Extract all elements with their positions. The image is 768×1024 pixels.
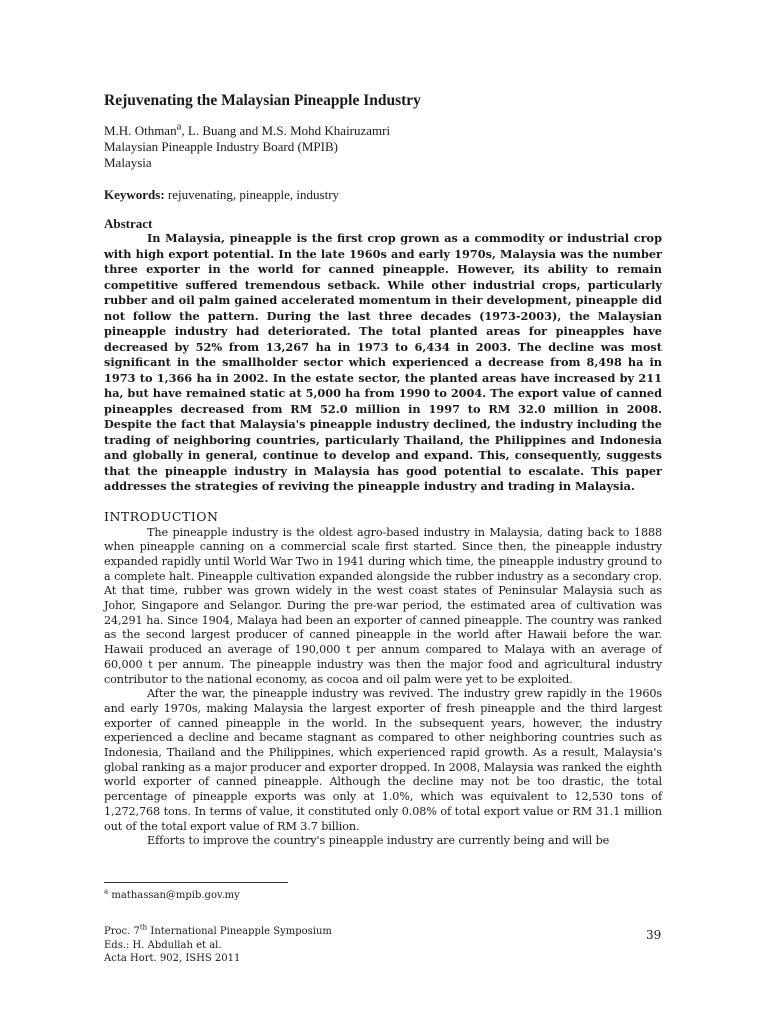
- keywords: [104, 187, 662, 203]
- footnote-email: mathassan@mpib.gov.my: [108, 890, 240, 901]
- country: Malaysia: [104, 155, 152, 170]
- footnote-rule: [104, 882, 288, 883]
- proceedings-line-3: Acta Hort. 902, ISHS 2011: [104, 953, 241, 964]
- footnote-mark: a: [104, 887, 109, 896]
- intro-paragraph-2: After the war, the pineapple industry was revived. The industry grew rapidly in the 1960s and early 1970s, making Malaysia the largest exporter of fresh pineapple and the third largest exporter of canned pineapple in the world. In the subsequent years, however, the industry experienced a decline and became stagnant as compared to other neighboring countries such as Indonesia, Thailand and the Philippines, which experienced rapid growth. As a result, Malaysia's global ranking as a major producer and exporter dropped. In 2008, Malaysia was ranked the eighth world exporter of canned pineapple. Although the decline may not be too drastic, the total percentage of pineapple exports was only at 1.0%, which was equivalent to 12,530 tons of 1,272,768 tons. In terms of value, it constituted only 0.08% of total export value or RM 31.1 million out of the total export value of RM 3.7 billion.: [104, 687, 662, 833]
- intro-paragraph-1: The pineapple industry is the oldest agro-based industry in Malaysia, dating back to 1888 when pineapple canning on a commercial scale first started. Since then, the pineapple industry expanded rapidly until World War Two in 1941 during which time, the pineapple industry ground to a complete halt. Pineapple cultivation expanded alongside the rubber industry as a secondary crop. At that time, rubber was grown widely in the west coast states of Peninsular Malaysia such as Johor, Singapore and Selangor. During the pre-war period, the estimated area of cultivation was 24,291 ha. Since 1904, Malaya had been an exporter of canned pineapple. The country was ranked as the second largest producer of canned pineapple in the world after Hawaii before the war. Hawaii produced an average of 190,000 t per annum compared to Malaya with an average of 60,000 t per annum. The pineapple industry was then the major food and agricultural industry contributor to the national economy, as cocoa and oil palm were yet to be exploited.: [104, 525, 662, 686]
- proceedings-line-2: Eds.: H. Abdullah et al.: [104, 939, 222, 951]
- proceedings-line-1: [104, 925, 332, 939]
- authors: [104, 120, 662, 139]
- proc-prefix: Proc. 7: [104, 926, 140, 937]
- author-first: M.H. Othman: [104, 123, 177, 138]
- keywords-label: Keywords:: [104, 187, 165, 202]
- intro-paragraph-3: Efforts to improve the country's pineapple industry are currently being and will be: [147, 834, 610, 848]
- abstract-text: In Malaysia, pineapple is the first crop grown as a commodity or industrial crop with high export potential. In the late 1960s and early 1970s, Malaysia was the number three exporter in the world for canned pineapple. However, its ability to remain competitive suffered tremendous setback. While other industrial crops, particularly rubber and oil palm gained accelerated momentum in their development, pineapple did not follow the pattern. During the last three decades (1973-2003), the Malaysian pineapple industry had deteriorated. The total planted areas for pineapples have decreased by 52% from 13,267 ha in 1973 to 6,434 in 2003. The decline was most significant in the smallholder sector which experienced a decrease from 8,498 ha in 1973 to 1,366 ha in 2002. In the estate sector, the planted areas have increased by 211 ha, but have remained static at 5,000 ha from 1990 to 2004. The export value of canned pineapples decreased from RM 52.0 million in 1997 to RM 32.0 million in 2008. Despite the fact that Malaysia's pineapple industry declined, the industry including the trading of neighboring countries, particularly Thailand, the Philippines and Indonesia and globally in general, continue to develop and expand. This, consequently, suggests that the pineapple industry in Malaysia has good potential to escalate. This paper addresses the strategies of reviving the pineapple industry and trading in Malaysia.: [104, 231, 662, 493]
- proc-symposium: International Pineapple Symposium: [147, 926, 332, 937]
- keywords-list: rejuvenating, pineapple, industry: [164, 187, 340, 202]
- affiliation: Malaysian Pineapple Industry Board (MPIB): [104, 139, 338, 154]
- page-number: 39: [646, 928, 662, 942]
- paper-title: Rejuvenating the Malaysian Pineapple Industry: [104, 92, 421, 109]
- author-mark: a: [176, 120, 182, 133]
- author-rest: , L. Buang and M.S. Mohd Khairuzamri: [181, 123, 391, 138]
- introduction-heading: INTRODUCTION: [104, 508, 219, 524]
- abstract-heading: Abstract: [104, 216, 153, 231]
- footnote: [104, 887, 240, 901]
- paper-page: [104, 92, 662, 849]
- proc-ordinal: th: [139, 923, 148, 932]
- proceedings-info: [104, 925, 332, 966]
